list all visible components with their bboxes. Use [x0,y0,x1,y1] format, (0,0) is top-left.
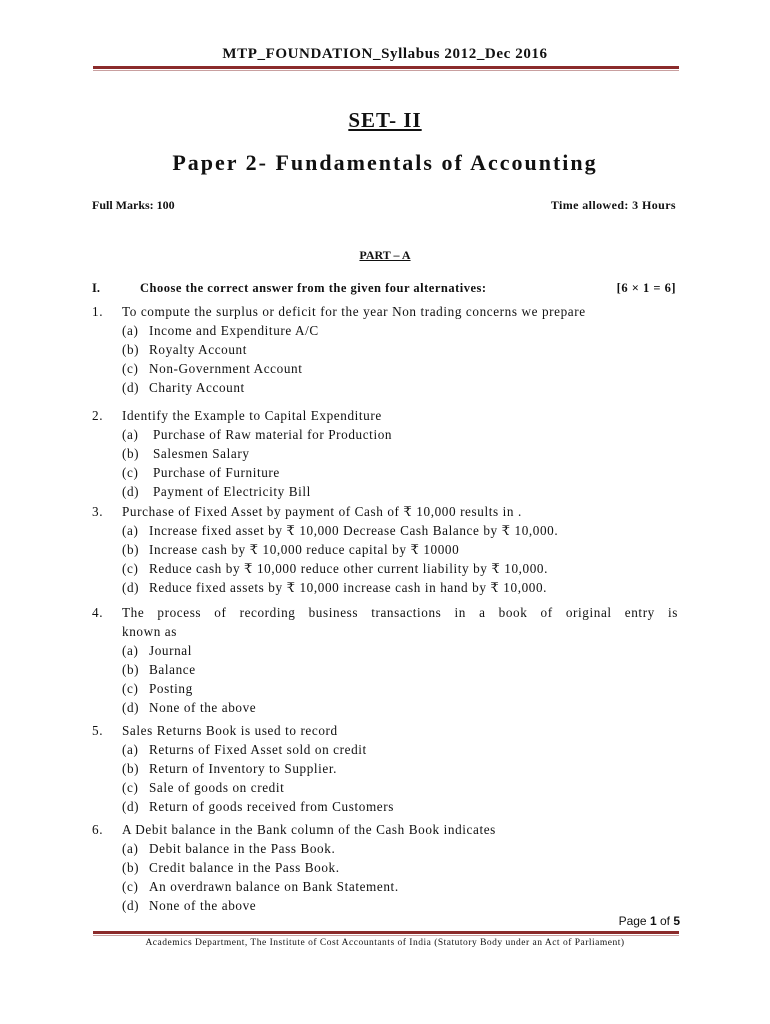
option-b: (b) Balance [122,662,196,677]
page-number: Page 1 of 5 [618,914,680,928]
option-text: Charity Account [149,380,245,395]
running-header: MTP_FOUNDATION_Syllabus 2012_Dec 2016 [222,46,548,62]
question-number: 3. [92,504,104,519]
option-text: An overdrawn balance on Bank Statement. [149,879,399,894]
option-d: (d) Charity Account [122,380,245,395]
option-text: Increase cash by ₹ 10,000 reduce capital by ₹ 10000 [149,542,460,557]
option-c: (c) Purchase of Furniture [122,465,280,480]
option-text: None of the above [149,898,257,913]
option-text: Return of Inventory to Supplier. [149,761,338,776]
question-number: 6. [92,822,104,837]
option-text: Purchase of Furniture [153,465,280,480]
option-c: (c) An overdrawn balance on Bank Statement. [122,879,399,894]
option-a: (a) Increase fixed asset by ₹ 10,000 Decrease Cash Balance by ₹ 10,000. [122,523,559,538]
option-a: (a) Returns of Fixed Asset sold on credit [122,742,367,757]
footer-rule-thin [93,935,679,936]
question-stem-cont: known as [122,624,177,639]
question-number: 1. [92,304,104,319]
question-number: 4. [92,605,104,620]
option-text: Balance [149,662,196,677]
option-a: (a) Journal [122,643,193,658]
question-stem: Sales Returns Book is used to record [122,723,338,738]
option-text: None of the above [149,700,257,715]
option-c: (c) Posting [122,681,193,696]
option-text: Royalty Account [149,342,248,357]
question-number: 2. [92,408,104,423]
option-b: (b) Salesmen Salary [122,446,250,461]
set-title: SET- II [348,108,422,132]
instruction-marks: [6 × 1 = 6] [616,281,676,295]
option-text: Returns of Fixed Asset sold on credit [149,742,367,757]
option-text: Non-Government Account [149,361,303,376]
question-number: 5. [92,723,104,738]
full-marks: Full Marks: 100 [92,198,175,212]
header-rule [93,66,679,69]
part-title: PART – A [359,248,411,262]
option-text: Reduce cash by ₹ 10,000 reduce other current liability by ₹ 10,000. [149,561,549,576]
instruction-text: Choose the correct answer from the given four alternatives: [140,281,487,295]
option-text: Purchase of Raw material for Production [153,427,393,442]
option-d: (d) None of the above [122,700,257,715]
footer-text: Academics Department, The Institute of Cost Accountants of India (Statutory Body under an Act of Parliament) [145,938,625,948]
question-stem: Identify the Example to Capital Expenditure [122,408,382,423]
option-b: (b) Increase cash by ₹ 10,000 reduce capital by ₹ 10000 [122,542,460,557]
option-text: Posting [149,681,193,696]
option-text: Salesmen Salary [153,446,250,461]
option-text: Journal [149,643,193,658]
option-b: (b) Royalty Account [122,342,248,357]
instruction-number: I. [92,281,100,295]
header-rule-thin [93,70,679,71]
option-b: (b) Return of Inventory to Supplier. [122,761,338,776]
option-text: Increase fixed asset by ₹ 10,000 Decrease Cash Balance by ₹ 10,000. [149,523,559,538]
option-text: Income and Expenditure A/C [149,323,319,338]
option-a: (a) Purchase of Raw material for Production [122,427,393,442]
option-b: (b) Credit balance in the Pass Book. [122,860,340,875]
question-stem: To compute the surplus or deficit for the year Non trading concerns we prepare [122,304,586,319]
option-d: (d) Reduce fixed assets by ₹ 10,000 increase cash in hand by ₹ 10,000. [122,580,548,595]
option-d: (d) Payment of Electricity Bill [122,484,311,499]
time-allowed: Time allowed: 3 Hours [550,198,676,212]
option-c: (c) Reduce cash by ₹ 10,000 reduce other current liability by ₹ 10,000. [122,561,549,576]
paper-title: Paper 2- Fundamentals of Accounting [172,150,598,175]
option-text: Payment of Electricity Bill [153,484,311,499]
option-a: (a) Debit balance in the Pass Book. [122,841,336,856]
option-text: Sale of goods on credit [149,780,285,795]
question-stem: A Debit balance in the Bank column of the Cash Book indicates [122,822,496,837]
option-c: (c) Sale of goods on credit [122,780,285,795]
option-a: (a) Income and Expenditure A/C [122,323,319,338]
question-stem: Purchase of Fixed Asset by payment of Cash of ₹ 10,000 results in . [122,504,522,519]
option-d: (d) None of the above [122,898,257,913]
option-d: (d) Return of goods received from Customers [122,799,394,814]
option-text: Debit balance in the Pass Book. [149,841,336,856]
option-text: Credit balance in the Pass Book. [149,860,340,875]
question-stem: The process of recording business transactions in a book of original entry is [122,605,678,620]
option-c: (c) Non-Government Account [122,361,303,376]
option-text: Reduce fixed assets by ₹ 10,000 increase cash in hand by ₹ 10,000. [149,580,548,595]
option-text: Return of goods received from Customers [149,799,394,814]
footer-rule [93,931,679,934]
